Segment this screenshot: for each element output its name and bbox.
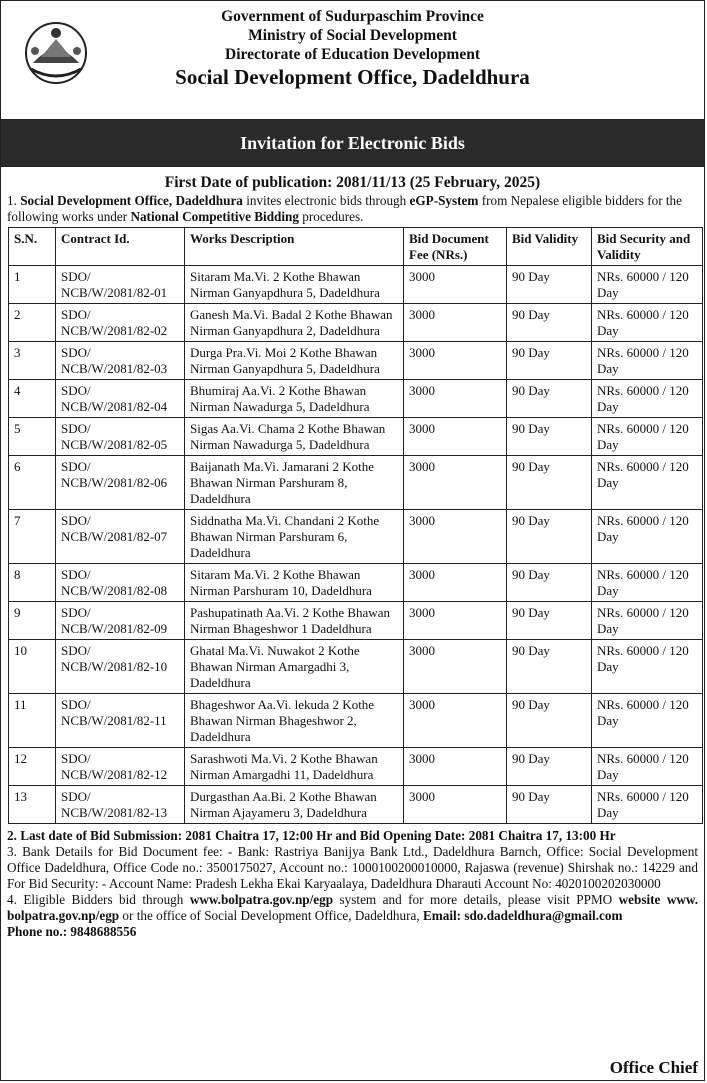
contact-email[interactable]: Email: sdo.dadeldhura@gmail.com: [422, 908, 623, 923]
note-submission-dates: 2. Last date of Bid Submission: 2081 Chaitra 17, 12:00 Hr and Bid Opening Date: 2081 Chaitra 17, 13:00 Hr: [7, 828, 616, 843]
cell-bid-security: NRs. 60000 / 120 Day: [592, 564, 703, 602]
intro-text-2: from Nepalese eligible bidders for the following works under: [7, 193, 682, 224]
notes-section: [1, 824, 704, 940]
table-row: [9, 304, 703, 342]
egp-link[interactable]: www.bolpatra.gov.np/egp: [189, 892, 334, 907]
cell-works-description: Ganesh Ma.Vi. Badal 2 Kothe Bhawan Nirman Ganyapdhura 2, Dadeldhura: [185, 304, 404, 342]
table-row: [9, 380, 703, 418]
note-bank-details: 3. Bank Details for Bid Document fee: - Bank: Rastriya Banijya Bank Ltd., Dadeldhura Barnch, Office: Social Development Office Dadeldhura, Office Code no.: 3500175027, Account no.: 1000100200010000, Rajaswa (revenue) Shirshak no.: 14229 and For Bid Security: - Account Name: Pradesh Lekha Ekai Karyaalaya, Dadeldhura Dharauti Account No: 4020100202030000: [7, 844, 698, 891]
cell-document-fee: 3000: [404, 266, 507, 304]
intro-text-1: invites electronic bids through: [242, 193, 410, 208]
government-line: Government of Sudurpaschim Province: [221, 8, 484, 25]
cell-contract-id: SDO/ NCB/W/2081/82-03: [56, 342, 185, 380]
cell-contract-id: SDO/ NCB/W/2081/82-08: [56, 564, 185, 602]
cell-contract-id: SDO/ NCB/W/2081/82-04: [56, 380, 185, 418]
cell-sn: 3: [9, 342, 56, 380]
office-chief-signoff: Office Chief: [609, 1058, 698, 1077]
cell-works-description: Siddnatha Ma.Vi. Chandani 2 Kothe Bhawan Nirman Parshuram 6, Dadeldhura: [185, 510, 404, 564]
cell-sn: 10: [9, 640, 56, 694]
cell-sn: 8: [9, 564, 56, 602]
cell-bid-validity: 90 Day: [507, 564, 592, 602]
col-header-bid-validity: Bid Validity: [507, 228, 592, 266]
cell-sn: 4: [9, 380, 56, 418]
cell-contract-id: SDO/ NCB/W/2081/82-09: [56, 602, 185, 640]
cell-bid-security: NRs. 60000 / 120 Day: [592, 304, 703, 342]
ppmo-website-link[interactable]: website www. bolpatra.gov.np/egp: [7, 892, 699, 923]
cell-bid-validity: 90 Day: [507, 304, 592, 342]
cell-bid-validity: 90 Day: [507, 380, 592, 418]
cell-works-description: Bhageshwor Aa.Vi. lekuda 2 Kothe Bhawan Nirman Bhageshwor 2, Dadeldhura: [185, 694, 404, 748]
notice-header: [1, 1, 704, 120]
note4-text-3: or the office of Social Development Office, Dadeldhura,: [119, 908, 423, 923]
table-row: [9, 748, 703, 786]
cell-bid-validity: 90 Day: [507, 748, 592, 786]
cell-works-description: Pashupatinath Aa.Vi. 2 Kothe Bhawan Nirman Bhageshwor 1 Dadeldhura: [185, 602, 404, 640]
cell-document-fee: 3000: [404, 640, 507, 694]
note-contact: [7, 892, 698, 940]
cell-bid-security: NRs. 60000 / 120 Day: [592, 602, 703, 640]
note4-text-2: system and for more details, please visit PPMO: [333, 892, 619, 907]
cell-bid-security: NRs. 60000 / 120 Day: [592, 640, 703, 694]
table-body: [9, 266, 703, 824]
cell-sn: 11: [9, 694, 56, 748]
table-row: [9, 602, 703, 640]
cell-document-fee: 3000: [404, 342, 507, 380]
cell-bid-validity: 90 Day: [507, 456, 592, 510]
cell-document-fee: 3000: [404, 694, 507, 748]
cell-sn: 9: [9, 602, 56, 640]
cell-works-description: Bhumiraj Aa.Vi. 2 Kothe Bhawan Nirman Nawadurga 5, Dadeldhura: [185, 380, 404, 418]
office-title: Social Development Office, Dadeldhura: [175, 65, 530, 89]
cell-bid-security: NRs. 60000 / 120 Day: [592, 418, 703, 456]
cell-document-fee: 3000: [404, 748, 507, 786]
table-row: [9, 342, 703, 380]
cell-bid-validity: 90 Day: [507, 640, 592, 694]
cell-bid-validity: 90 Day: [507, 342, 592, 380]
cell-bid-security: NRs. 60000 / 120 Day: [592, 342, 703, 380]
cell-works-description: Ghatal Ma.Vi. Nuwakot 2 Kothe Bhawan Nirman Amargadhi 3, Dadeldhura: [185, 640, 404, 694]
cell-bid-validity: 90 Day: [507, 418, 592, 456]
cell-works-description: Sitaram Ma.Vi. 2 Kothe Bhawan Nirman Ganyapdhura 5, Dadeldhura: [185, 266, 404, 304]
cell-bid-security: NRs. 60000 / 120 Day: [592, 266, 703, 304]
table-header-row: [9, 228, 703, 266]
intro-paragraph: [1, 193, 704, 224]
cell-works-description: Durgasthan Aa.Bi. 2 Kothe Bhawan Nirman Ajayameru 3, Dadeldhura: [185, 786, 404, 824]
table-row: [9, 418, 703, 456]
cell-works-description: Sitaram Ma.Vi. 2 Kothe Bhawan Nirman Parshuram 10, Dadeldhura: [185, 564, 404, 602]
intro-num: 1.: [7, 193, 21, 208]
ministry-line: Ministry of Social Development: [248, 27, 457, 44]
cell-bid-validity: 90 Day: [507, 602, 592, 640]
cell-bid-security: NRs. 60000 / 120 Day: [592, 748, 703, 786]
cell-bid-security: NRs. 60000 / 120 Day: [592, 380, 703, 418]
cell-sn: 2: [9, 304, 56, 342]
cell-contract-id: SDO/ NCB/W/2081/82-02: [56, 304, 185, 342]
directorate-line: Directorate of Education Development: [225, 46, 480, 63]
cell-document-fee: 3000: [404, 564, 507, 602]
cell-bid-validity: 90 Day: [507, 266, 592, 304]
cell-bid-validity: 90 Day: [507, 510, 592, 564]
table-row: [9, 786, 703, 824]
cell-contract-id: SDO/ NCB/W/2081/82-12: [56, 748, 185, 786]
cell-works-description: Baijanath Ma.Vi. Jamarani 2 Kothe Bhawan Nirman Parshuram 8, Dadeldhura: [185, 456, 404, 510]
cell-bid-validity: 90 Day: [507, 694, 592, 748]
works-table: [8, 227, 703, 824]
col-header-bid-security: Bid Security and Validity: [592, 228, 703, 266]
cell-document-fee: 3000: [404, 510, 507, 564]
cell-contract-id: SDO/ NCB/W/2081/82-05: [56, 418, 185, 456]
intro-system: eGP-System: [409, 193, 479, 208]
col-header-works-description: Works Description: [185, 228, 404, 266]
cell-document-fee: 3000: [404, 418, 507, 456]
intro-text-3: procedures.: [298, 208, 364, 224]
cell-works-description: Sigas Aa.Vi. Chama 2 Kothe Bhawan Nirman Nawadurga 5, Dadeldhura: [185, 418, 404, 456]
cell-works-description: Sarashwoti Ma.Vi. 2 Kothe Bhawan Nirman Amargadhi 11, Dadeldhura: [185, 748, 404, 786]
cell-works-description: Durga Pra.Vi. Moi 2 Kothe Bhawan Nirman Ganyapdhura 5, Dadeldhura: [185, 342, 404, 380]
cell-contract-id: SDO/ NCB/W/2081/82-10: [56, 640, 185, 694]
table-row: [9, 510, 703, 564]
cell-contract-id: SDO/ NCB/W/2081/82-13: [56, 786, 185, 824]
cell-sn: 5: [9, 418, 56, 456]
table-row: [9, 266, 703, 304]
cell-bid-security: NRs. 60000 / 120 Day: [592, 694, 703, 748]
cell-document-fee: 3000: [404, 304, 507, 342]
table-row: [9, 456, 703, 510]
cell-contract-id: SDO/ NCB/W/2081/82-07: [56, 510, 185, 564]
contact-phone: Phone no.: 9848688556: [7, 924, 137, 939]
government-emblem-icon: [21, 17, 91, 87]
table-row: [9, 640, 703, 694]
cell-bid-security: NRs. 60000 / 120 Day: [592, 786, 703, 824]
note4-text-1: 4. Eligible Bidders bid through: [7, 892, 190, 907]
cell-sn: 6: [9, 456, 56, 510]
notice-title-banner: Invitation for Electronic Bids: [1, 120, 704, 167]
cell-bid-security: NRs. 60000 / 120 Day: [592, 456, 703, 510]
cell-contract-id: SDO/ NCB/W/2081/82-01: [56, 266, 185, 304]
intro-procedure: National Competitive Bidding: [130, 208, 299, 224]
intro-office: Social Development Office, Dadeldhura: [20, 193, 243, 208]
cell-sn: 1: [9, 266, 56, 304]
col-header-document-fee: Bid Document Fee (NRs.): [404, 228, 507, 266]
cell-sn: 7: [9, 510, 56, 564]
cell-sn: 13: [9, 786, 56, 824]
cell-contract-id: SDO/ NCB/W/2081/82-11: [56, 694, 185, 748]
table-row: [9, 694, 703, 748]
table-row: [9, 564, 703, 602]
cell-document-fee: 3000: [404, 380, 507, 418]
col-header-contract-id: Contract Id.: [56, 228, 185, 266]
cell-sn: 12: [9, 748, 56, 786]
cell-bid-security: NRs. 60000 / 120 Day: [592, 510, 703, 564]
cell-document-fee: 3000: [404, 456, 507, 510]
col-header-sn: S.N.: [9, 228, 56, 266]
cell-document-fee: 3000: [404, 602, 507, 640]
cell-bid-validity: 90 Day: [507, 786, 592, 824]
cell-document-fee: 3000: [404, 786, 507, 824]
publication-date: First Date of publication: 2081/11/13 (25 February, 2025): [164, 174, 541, 191]
cell-contract-id: SDO/ NCB/W/2081/82-06: [56, 456, 185, 510]
